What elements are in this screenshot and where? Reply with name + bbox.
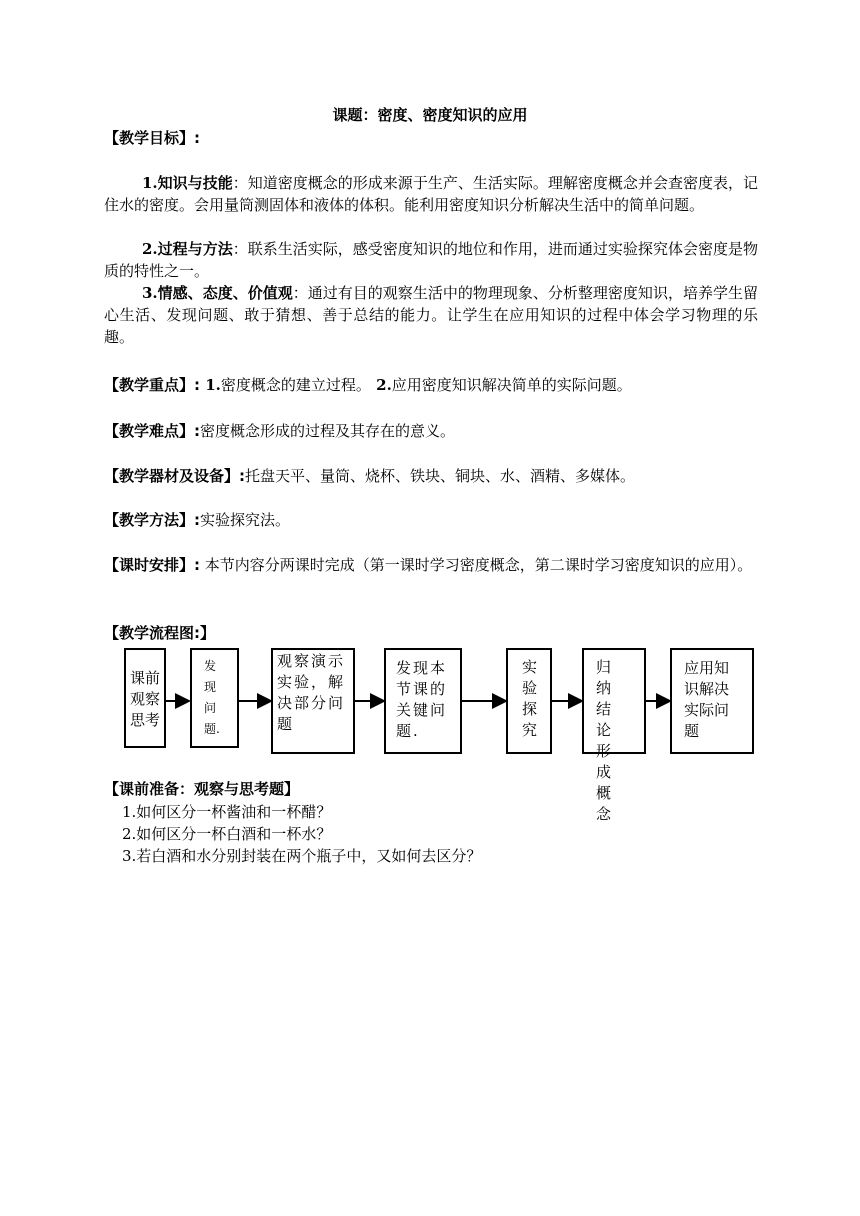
equipment-text: 托盘天平、量筒、烧杯、铁块、铜块、水、酒精、多媒体。 (245, 467, 636, 485)
objective-label: 2.过程与方法 (142, 240, 233, 258)
key-points-heading: 【教学重点】: (104, 376, 200, 394)
schedule-text: 本节内容分两课时完成（第一课时学习密度概念，第二课时学习密度知识的应用）。 (200, 556, 753, 574)
page-title: 课题：密度、密度知识的应用 (332, 106, 528, 124)
prep-heading: 【课前准备：观察与思考题】 (104, 780, 300, 798)
method-heading: 【教学方法】: (104, 511, 200, 529)
flow-step-apply: 应用知识解决实际问题 (670, 648, 754, 754)
flow-step-experiment: 实验探究 (506, 648, 552, 754)
objective-text: ：知道密度概念的形成来源于生产、生活实际。理解密度概念并会查密度表，记住水的密度。会用量筒测固体和液体的体积。能利用密度知识分析解决生活中的简单问题。 (104, 174, 758, 214)
objective-text: ：通过有目的观察生活中的物理现象、分析整理密度知识，培养学生留心生活、发现问题、敢于猜想、善于总结的能力。让学生在应用知识的过程中体会学习物理的乐趣。 (104, 284, 758, 346)
flow-heading: 【教学流程图:】 (104, 624, 215, 642)
equipment-heading: 【教学器材及设备】: (104, 467, 245, 485)
prep-question: 2.如何区分一杯白酒和一杯水？ (122, 825, 332, 843)
schedule-heading: 【课时安排】: (104, 556, 200, 574)
flow-step-observe: 课前观察思考 (124, 648, 166, 748)
flow-step-find-problem: 发现问题. (190, 648, 239, 748)
key-point-number: 2. (370, 376, 392, 394)
key-point-text: 应用密度知识解决简单的实际问题。 (391, 376, 632, 394)
prep-question: 1.如何区分一杯酱油和一杯醋？ (122, 803, 332, 821)
objective-text: ：联系生活实际，感受密度知识的地位和作用，进而通过实验探究体会密度是物质的特性之一。 (104, 240, 758, 280)
objective-label: 1.知识与技能 (142, 174, 233, 192)
objective-label: 3.情感、态度、价值观 (142, 284, 293, 302)
objectives-heading: 【教学目标】: (104, 129, 200, 147)
flow-step-demo: 观察演示实验，解决部分问题 (271, 648, 355, 754)
flow-step-key-problem: 发现本节课的关键问题. (384, 648, 462, 754)
flow-step-conclude: 归纳结论形成概念 (582, 648, 646, 754)
key-point-number: 1. (200, 376, 221, 394)
key-point-text: 密度概念的建立过程。 (220, 376, 371, 394)
prep-question: 3.若白酒和水分别封装在两个瓶子中，又如何去区分？ (122, 847, 482, 865)
difficulty-text: 密度概念形成的过程及其存在的意义。 (200, 422, 456, 440)
difficulty-heading: 【教学难点】: (104, 422, 200, 440)
method-text: 实验探究法。 (200, 511, 291, 529)
